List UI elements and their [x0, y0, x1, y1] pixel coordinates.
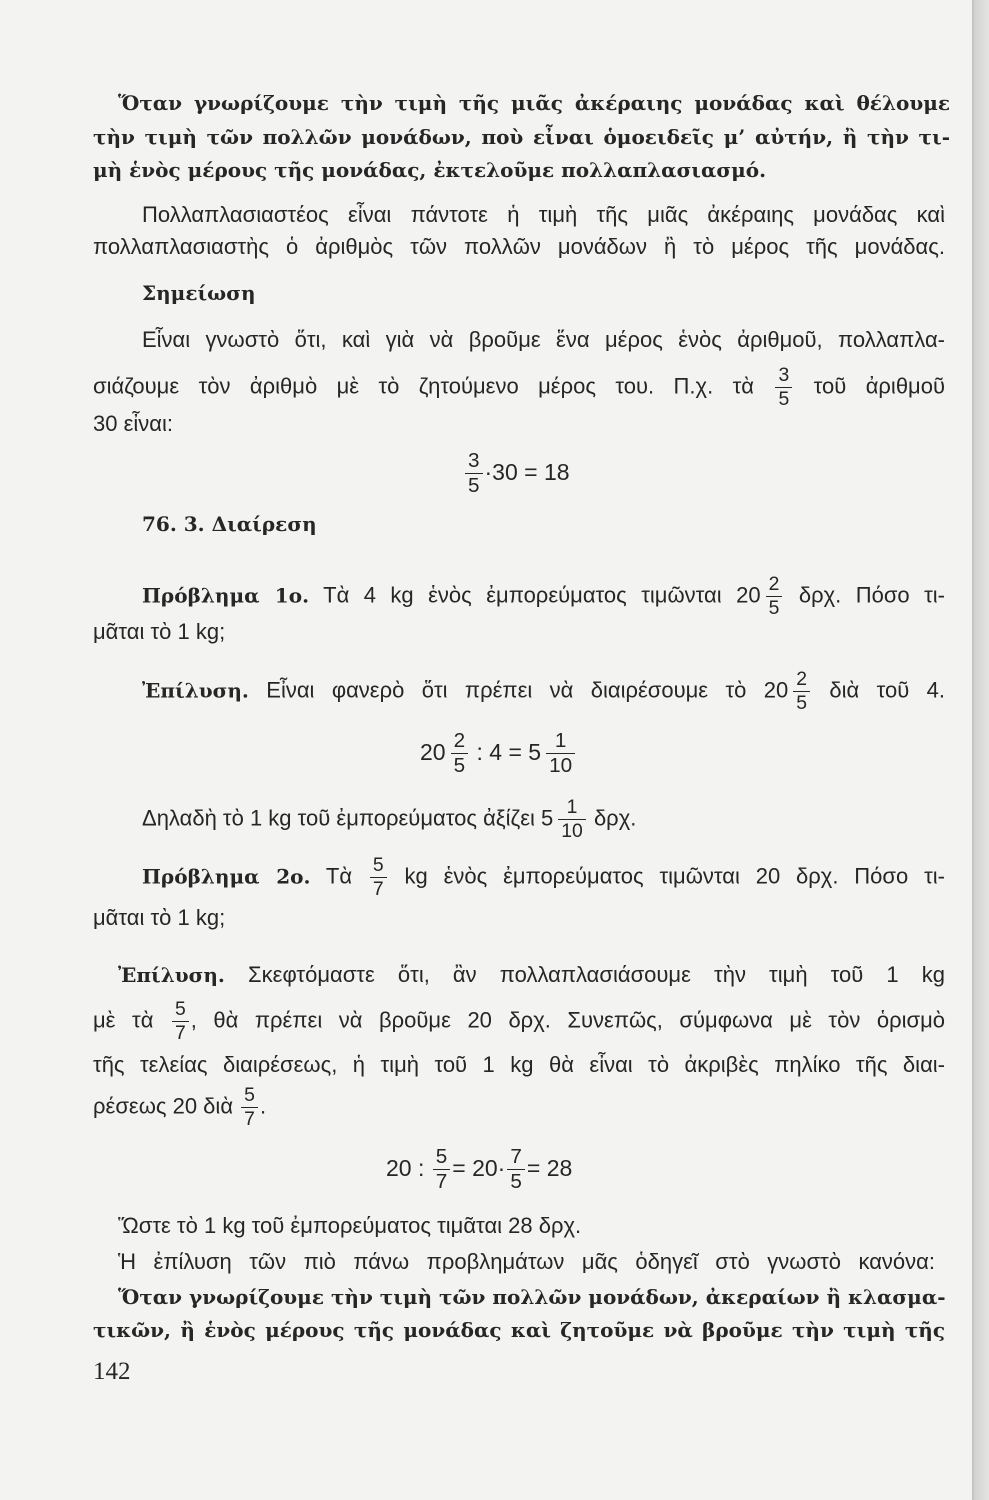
numerator: 5: [370, 856, 387, 878]
fraction-two-fifths: [451, 728, 469, 778]
problem-1-label: Πρόβλημα 1ο.: [142, 583, 310, 608]
solution-2-label: Ἐπίλυση.: [118, 963, 225, 987]
conclusion-text-after: δρχ.: [593, 805, 637, 831]
solution-2-line-2-text-before: μὲ τὰ: [93, 1007, 154, 1033]
page-edge: [972, 0, 989, 1500]
note-line-2-text-after: τοῦ ἀριθμοῦ: [813, 373, 945, 399]
numerator: 2: [451, 731, 469, 755]
denominator: 7: [372, 878, 384, 901]
problem-1-text-before: Τὰ 4 kg ἑνὸς ἐμπορεύματος τιμῶνται 20: [323, 582, 761, 608]
definition-line-2: πολλαπλασιαστὴς ὁ ἀριθμὸς τῶν πολλῶν μονάδων ἢ τὸ μέρος τῆς μονάδας.: [93, 234, 945, 259]
problem-2-line-2: μᾶται τὸ 1 kg;: [93, 905, 226, 930]
solution-1-label: Ἐπίλυση.: [142, 678, 249, 703]
solution-2-conclusion: Ὥστε τὸ 1 kg τοῦ ἐμπορεύματος τιμᾶται 28 δρχ.: [118, 1213, 582, 1238]
numerator: 1: [546, 731, 575, 755]
denominator: 5: [768, 597, 780, 620]
numerator: 1: [558, 798, 586, 820]
denominator: 10: [549, 754, 573, 778]
numerator: 5: [433, 1147, 451, 1171]
definition-line-1: Πολλαπλασιαστέος εἶναι πάντοτε ἡ τιμὴ τῆς μιᾶς ἀκέραιης μονάδας καὶ: [142, 202, 945, 227]
formula-middle: = 20·: [452, 1155, 506, 1181]
denominator: 5: [778, 388, 790, 411]
problem-1-text-after: δρχ. Πόσο τι-: [798, 582, 945, 608]
multiplication-rule-line-3: μὴ ἑνὸς μέρους τῆς μονάδας, ἐκτελοῦμε πολλαπλασιασμό.: [93, 158, 767, 182]
fraction-two-fifths: [793, 670, 810, 714]
solution-2-line-4-text-after: .: [259, 1093, 267, 1119]
fraction-one-tenth: [546, 728, 575, 778]
fraction-five-sevenths: [433, 1144, 451, 1194]
problem-2-text-after: kg ἑνὸς ἐμπορεύματος τιμῶνται 20 δρχ. Πόσο τι-: [404, 863, 945, 889]
denominator: 5: [796, 692, 808, 715]
numerator: 5: [172, 1000, 189, 1022]
note-line-1: Εἶναι γνωστὸ ὅτι, καὶ γιὰ νὰ βροῦμε ἕνα μέρος ἑνὸς ἀριθμοῦ, πολλαπλα-: [142, 327, 945, 352]
formula-rest: ·30 = 18: [484, 459, 570, 485]
formula-three-fifths-of-thirty: [463, 447, 570, 497]
solution-1-line-1: [142, 668, 945, 715]
solution-1-text-before: Εἶναι φανερὸ ὅτι πρέπει νὰ διαιρέσουμε τὸ 20: [266, 677, 789, 703]
fraction-three-fifths: [465, 448, 483, 498]
denominator: 5: [453, 754, 466, 778]
solution-2-line-1-text: Σκεφτόμαστε ὅτι, ἂν πολλαπλασιάσουμε τὴν τιμὴ τοῦ 1 kg: [248, 962, 945, 987]
numerator: 5: [241, 1086, 258, 1108]
numerator: 2: [766, 575, 783, 597]
problem-1-line-2: μᾶται τὸ 1 kg;: [93, 619, 226, 644]
numerator: 7: [507, 1147, 525, 1171]
fraction-five-sevenths: [370, 856, 387, 900]
note-line-2-text-before: σιάζουμε τὸν ἀριθμὸ μὲ τὸ ζητούμενο μέρος του. Π.χ. τὰ: [93, 373, 755, 399]
fraction-five-sevenths: [241, 1086, 258, 1130]
solution-2-line-1: [118, 955, 945, 995]
formula-end: = 28: [526, 1155, 573, 1181]
denominator: 5: [468, 474, 480, 498]
problem-2-text-before: Τὰ: [325, 863, 353, 889]
numerator: 2: [793, 670, 810, 692]
note-heading: Σημείωση: [142, 281, 256, 305]
problem-2-line-1: [142, 854, 945, 901]
solution-1-text-after: διὰ τοῦ 4.: [829, 677, 945, 703]
solution-2-line-3: τῆς τελείας διαιρέσεως, ἡ τιμὴ τοῦ 1 kg θὰ εἶναι τὸ ἀκριβὲς πηλίκο τῆς διαι-: [93, 1052, 945, 1077]
conclusion-text-before: Δηλαδὴ τὸ 1 kg τοῦ ἐμπορεύματος ἀξίζει 5: [142, 805, 554, 831]
section-title: 76. 3. Διαίρεση: [142, 512, 317, 536]
denominator: 10: [561, 820, 583, 843]
formula-operator: : 4 = 5: [476, 739, 542, 765]
numerator: 3: [775, 366, 792, 388]
numerator: 3: [465, 451, 483, 475]
solution-2-line-4: [93, 1084, 945, 1131]
solution-2-line-4-text-before: ρέσεως 20 διὰ: [93, 1093, 234, 1119]
problem-2-label: Πρόβλημα 2ο.: [142, 864, 311, 889]
division-rule-line-2: τικῶν, ἢ ἑνὸς μέρους τῆς μονάδας καὶ ζητοῦμε νὰ βροῦμε τὴν τιμὴ τῆς: [93, 1318, 945, 1342]
note-line-3: 30 εἶναι:: [93, 411, 173, 436]
solution-1-conclusion: [142, 796, 945, 843]
note-line-2: [93, 364, 945, 411]
multiplication-rule-line-1: Ὅταν γνωρίζουμε τὴν τιμὴ τῆς μιᾶς ἀκέραιης μονάδας καὶ θέλουμε: [118, 91, 950, 115]
denominator: 7: [174, 1022, 186, 1045]
fraction-one-tenth: [558, 798, 586, 842]
formula-whole: 20: [420, 739, 446, 765]
formula-division-by-four: [420, 727, 577, 777]
fraction-seven-fifths: [507, 1144, 525, 1194]
denominator: 7: [435, 1170, 448, 1194]
fraction-five-sevenths: [172, 1000, 189, 1044]
denominator: 5: [510, 1170, 522, 1194]
division-rule-lead: Ἡ ἐπίλυση τῶν πιὸ πάνω προβλημάτων μᾶς ὁδηγεῖ στὸ γνωστὸ κανόνα:: [118, 1249, 935, 1274]
solution-2-line-2: [93, 998, 945, 1045]
formula-division-by-fraction: [386, 1143, 572, 1193]
solution-2-line-2-text-after: , θὰ πρέπει νὰ βροῦμε 20 δρχ. Συνεπῶς, σύμφωνα μὲ τὸν ὁρισμὸ: [190, 1007, 945, 1033]
problem-1-line-1: [142, 573, 945, 620]
formula-start: 20 :: [386, 1155, 425, 1181]
division-rule-line-1: Ὅταν γνωρίζουμε τὴν τιμὴ τῶν πολλῶν μονάδων, ἀκεραίων ἢ κλασμα-: [118, 1285, 946, 1309]
multiplication-rule-line-2: τὴν τιμὴ τῶν πολλῶν μονάδων, ποὺ εἶναι ὁμοειδεῖς μ’ αὐτήν, ἢ τὴν τι-: [93, 125, 950, 149]
denominator: 7: [244, 1108, 255, 1131]
page-number: 142: [93, 1358, 131, 1385]
